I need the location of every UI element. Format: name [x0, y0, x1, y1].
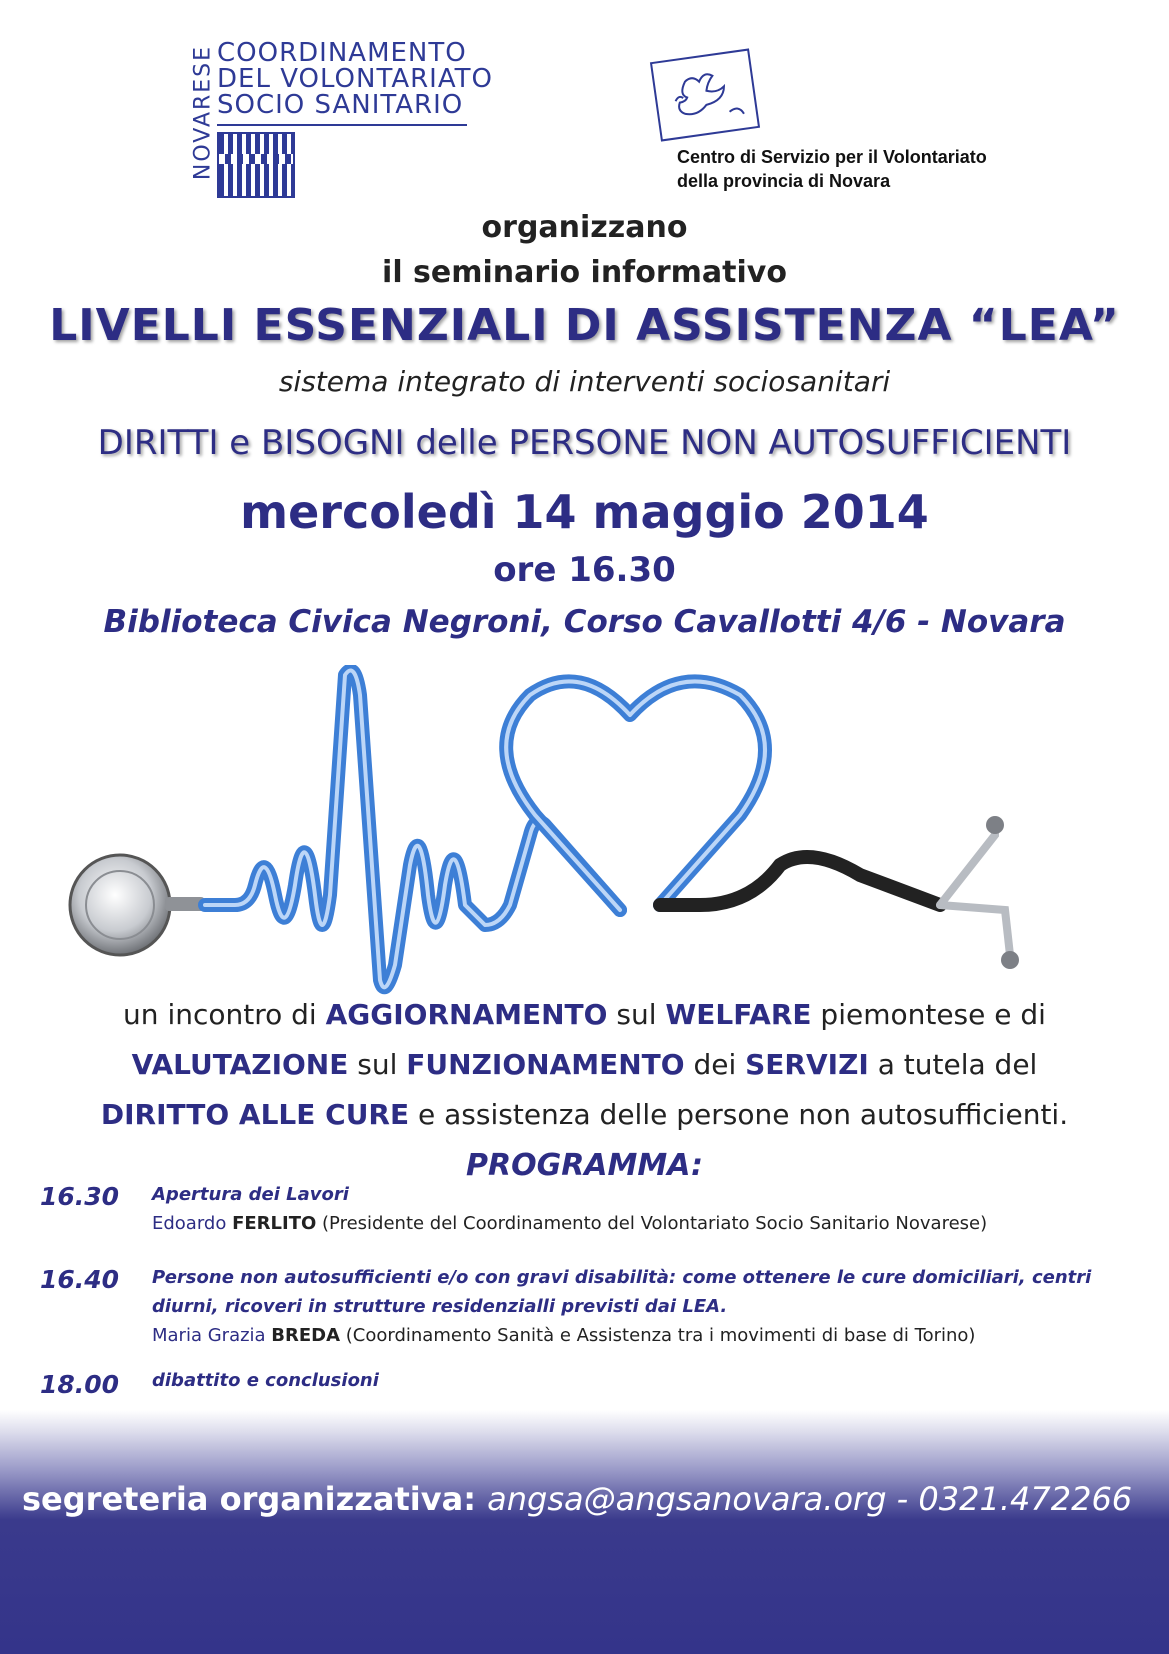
program-item-title: Apertura dei Lavori	[152, 1184, 349, 1205]
desc-text: un incontro di	[123, 998, 326, 1031]
program-item	[152, 1366, 1112, 1395]
event-time: ore 16.30	[493, 550, 676, 590]
logo-line-3: SOCIO SANITARIO	[217, 90, 464, 120]
speaker-role: (Presidente del Coordinamento del Volontariato Socio Sanitario Novarese)	[316, 1213, 988, 1234]
diritti-heading: DIRITTI e BISOGNI delle PERSONE NON AUTOSUFFICIENTI	[97, 423, 1072, 463]
program-item-title: Persone non autosufficienti e/o con gravi disabilità: come ottenere le cure domiciliari, centri diurni, ricoveri in strutture residenzialli previsti dai LEA.	[152, 1267, 1092, 1317]
logo-line-1: COORDINAMENTO	[217, 38, 467, 68]
desc-keyword: WELFARE	[665, 998, 812, 1031]
program-time: 16.30	[40, 1182, 120, 1211]
footer-contact	[22, 1480, 1147, 1518]
desc-keyword: DIRITTO ALLE CURE	[100, 1098, 410, 1131]
desc-text: e assistenza delle persone non autosufficienti.	[409, 1098, 1069, 1131]
programma-heading: PROGRAMMA:	[465, 1148, 703, 1183]
main-title: LIVELLI ESSENZIALI DI ASSISTENZA “LEA”	[49, 300, 1120, 351]
logo-checker-pattern	[217, 132, 295, 198]
description-line-1	[30, 990, 1139, 1040]
desc-keyword: AGGIORNAMENTO	[325, 998, 608, 1031]
desc-text: sul	[348, 1048, 407, 1081]
desc-keyword: FUNZIONAMENTO	[406, 1048, 685, 1081]
logo-vertical-text: NOVARESE	[190, 44, 216, 181]
speaker-first-name: Maria Grazia	[152, 1325, 272, 1346]
program-item	[152, 1263, 1112, 1350]
description-line-2	[30, 1040, 1139, 1090]
program-time: 16.40	[40, 1265, 120, 1294]
desc-text: dei	[684, 1048, 746, 1081]
logo-underline	[217, 124, 467, 126]
desc-keyword: SERVIZI	[745, 1048, 869, 1081]
logo-line-2: DEL VOLONTARIATO	[217, 64, 493, 94]
stethoscope-heartbeat-illustration	[60, 665, 1120, 995]
program-item-title: dibattito e conclusioni	[152, 1370, 379, 1391]
program-item-speaker	[152, 1209, 1112, 1238]
speaker-first-name: Edoardo	[152, 1213, 233, 1234]
description	[30, 990, 1139, 1140]
event-date: mercoledì 14 maggio 2014	[240, 485, 929, 539]
description-line-3	[30, 1090, 1139, 1140]
dove-hands-icon	[650, 48, 760, 141]
footer-band	[0, 1410, 1169, 1654]
logo-csv	[655, 55, 1015, 205]
program-time: 18.00	[40, 1370, 120, 1399]
footer-label: segreteria organizzativa:	[22, 1480, 488, 1518]
speaker-last-name: BREDA	[271, 1325, 341, 1346]
logo-csv-line-2: della provincia di Novara	[677, 171, 891, 191]
program-item-speaker	[152, 1321, 1112, 1350]
logo-coordinamento	[185, 40, 495, 200]
desc-text: a tutela del	[868, 1048, 1038, 1081]
speaker-last-name: FERLITO	[232, 1213, 317, 1234]
footer-email-phone[interactable]: angsa@angsanovara.org - 0321.472266	[487, 1480, 1133, 1518]
subtitle: sistema integrato di interventi sociosanitari	[278, 365, 891, 398]
speaker-role: (Coordinamento Sanità e Assistenza tra i movimenti di base di Torino)	[340, 1325, 976, 1346]
seminar-text: il seminario informativo	[382, 255, 787, 290]
program-item	[152, 1180, 1112, 1238]
desc-keyword: VALUTAZIONE	[131, 1048, 349, 1081]
event-place: Biblioteca Civica Negroni, Corso Cavallotti 4/6 - Novara	[103, 604, 1066, 640]
organizzano-text: organizzano	[481, 210, 688, 245]
logo-csv-line-1: Centro di Servizio per il Volontariato	[677, 147, 987, 167]
desc-text: sul	[607, 998, 666, 1031]
desc-text: piemontese e di	[811, 998, 1046, 1031]
